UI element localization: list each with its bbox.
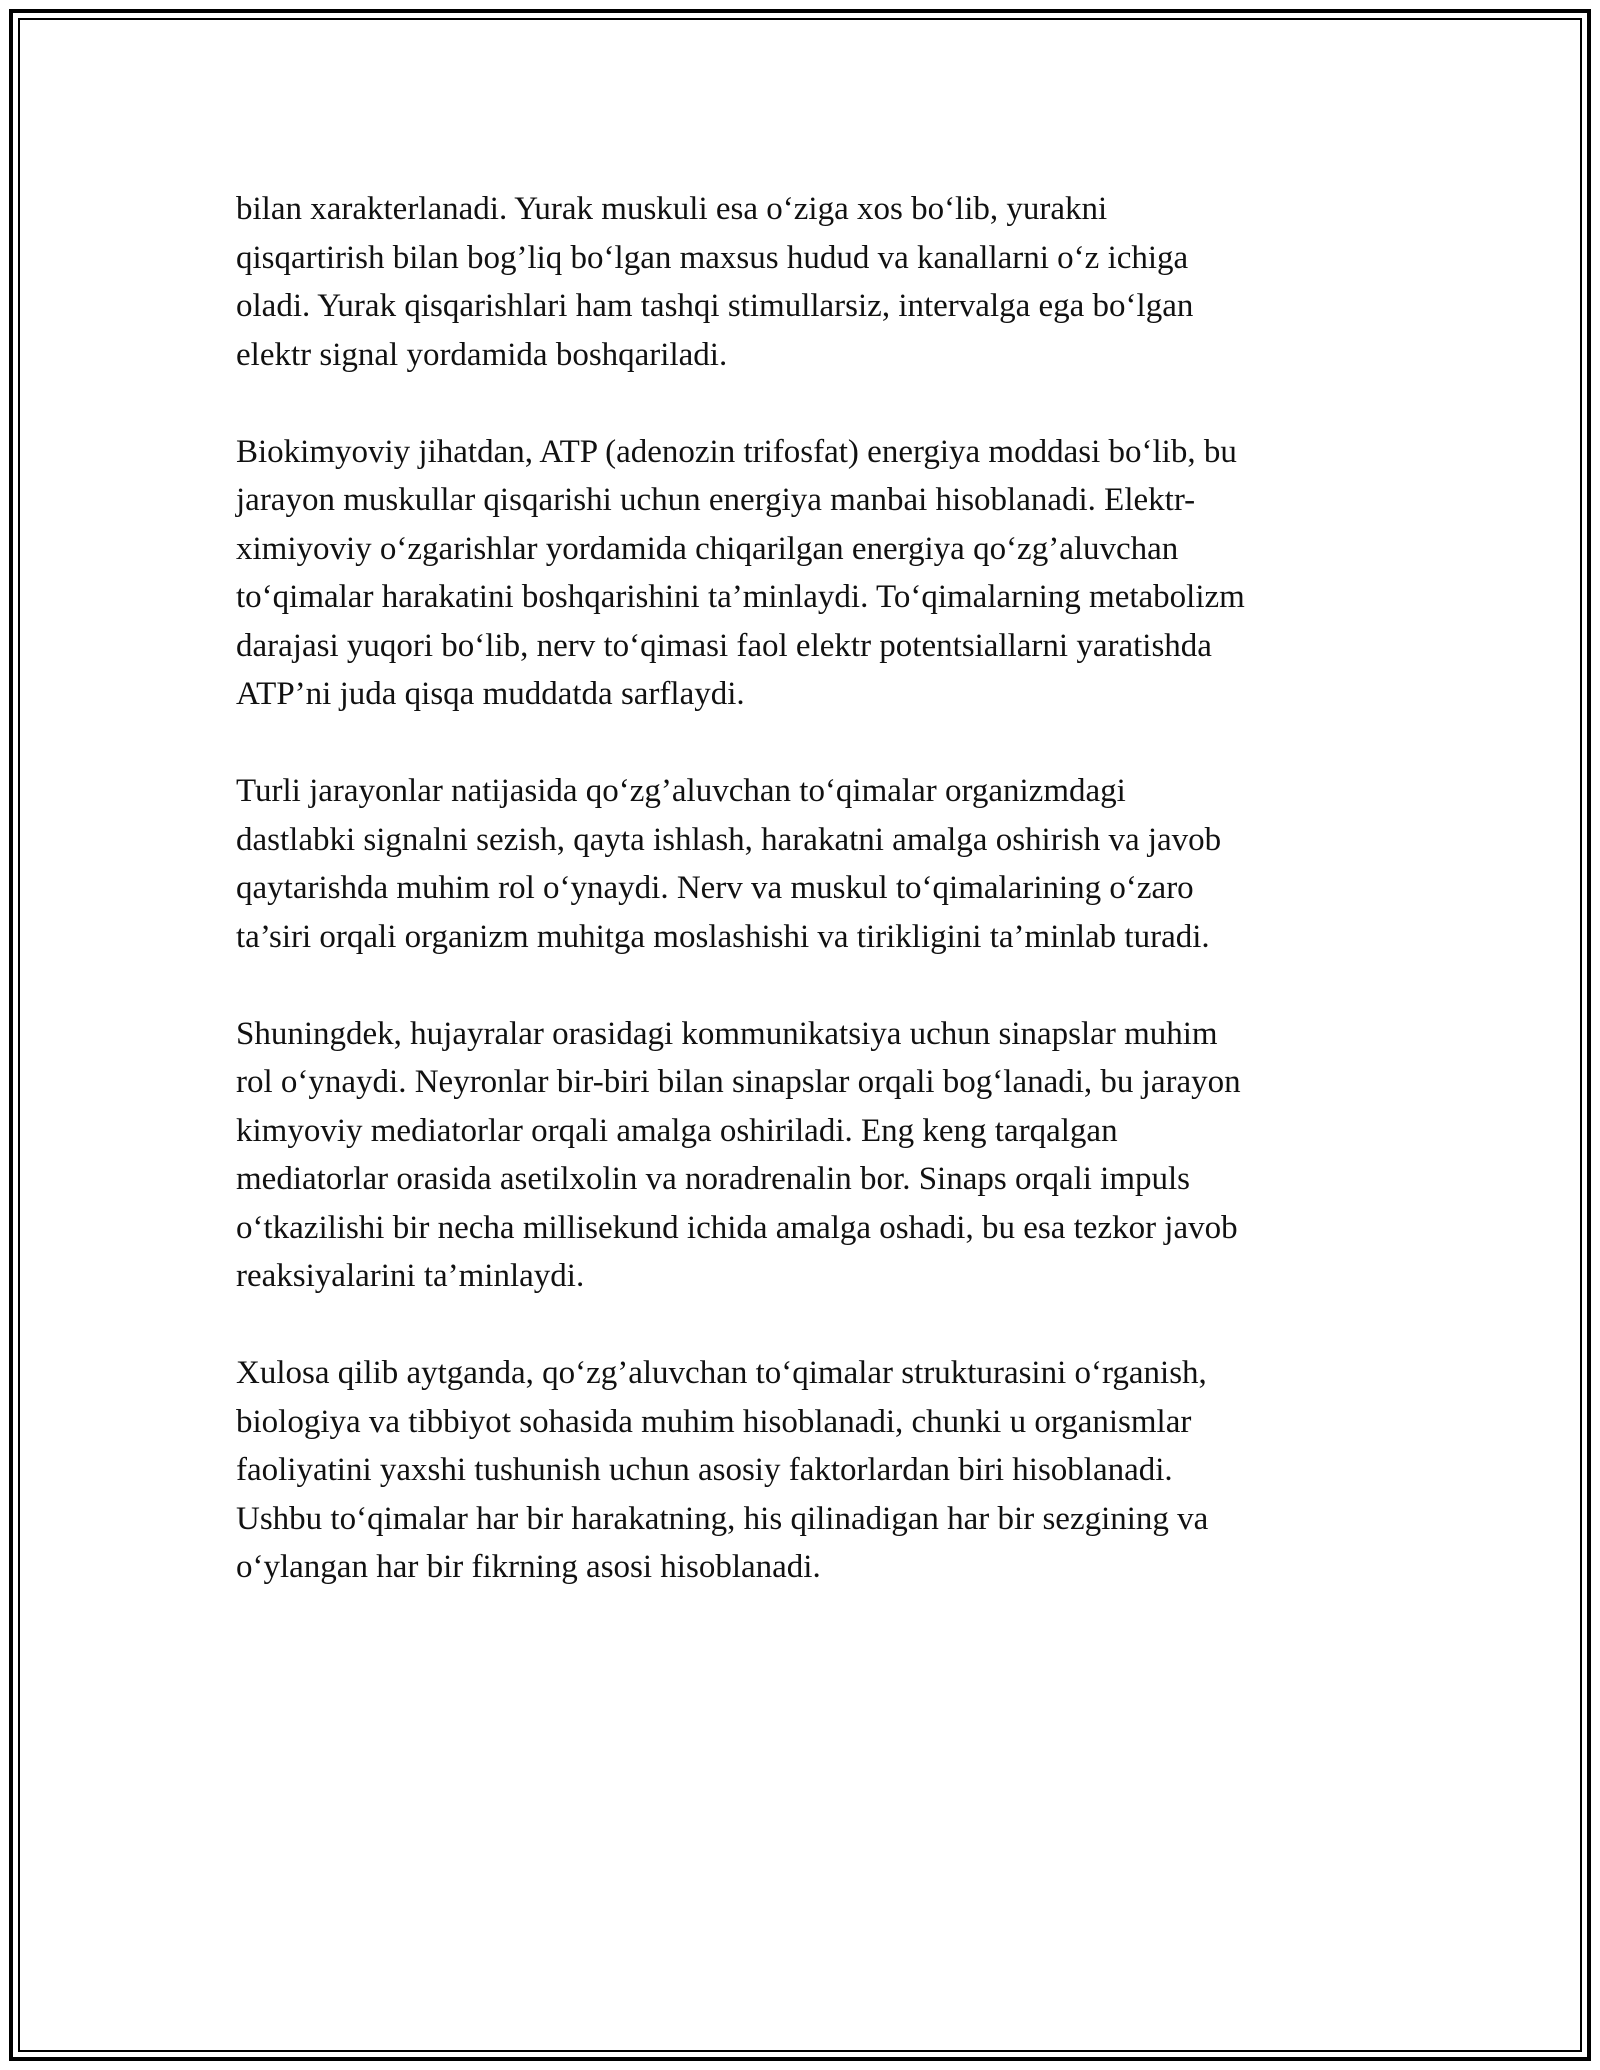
- text-line: qisqartirish bilan bog’liq bo‘lgan maxsus hudud va kanallarni o‘z ichiga: [236, 239, 1189, 276]
- text-line: o‘ylangan har bir fikrning asosi hisoblanadi.: [236, 1549, 821, 1585]
- text-line: oladi. Yurak qisqarishlari ham tashqi stimullarsiz, intervalga ega bo‘lgan: [236, 288, 1194, 324]
- text-line: Turli jarayonlar natijasida qo‘zg’aluvchan to‘qimalar organizmdagi: [236, 773, 1126, 809]
- text-line: darajasi yuqori bo‘lib, nerv to‘qimasi faol elektr potentsiallarni yaratishda: [236, 627, 1212, 664]
- text-line: bilan xarakterlanadi. Yurak muskuli esa o‘ziga xos bo‘lib, yurakni: [236, 191, 1108, 227]
- text-line: Xulosa qilib aytganda, qo‘zg’aluvchan to‘qimalar strukturasini o‘rganish,: [236, 1355, 1207, 1391]
- text-line: ximiyoviy o‘zgarishlar yordamida chiqarilgan energiya qo‘zg’aluvchan: [236, 530, 1179, 567]
- text-line: reaksiyalarini ta’minlaydi.: [236, 1258, 585, 1294]
- paragraph-processes: [236, 767, 1366, 961]
- text-line: elektr signal yordamida boshqariladi.: [236, 336, 728, 373]
- text-line: Biokimyoviy jihatdan, ATP (adenozin trifosfat) energiya moddasi bo‘lib, bu: [236, 433, 1237, 470]
- paragraph-heart-muscle: [236, 185, 1366, 379]
- text-line: kimyoviy mediatorlar orqali amalga oshiriladi. Eng keng tarqalgan: [236, 1112, 1118, 1149]
- text-line: ta’siri orqali organizm muhitga moslashishi va tirikligini ta’minlab turadi.: [236, 918, 1210, 955]
- paragraph-atp: [236, 428, 1366, 719]
- paragraph-conclusion: [236, 1349, 1366, 1592]
- text-line: rol o‘ynaydi. Neyronlar bir-biri bilan sinapslar orqali bog‘lanadi, bu jarayon: [236, 1064, 1241, 1100]
- document-body: [236, 185, 1366, 1640]
- text-line: mediatorlar orasida asetilxolin va noradrenalin bor. Sinaps orqali impuls: [236, 1161, 1191, 1197]
- text-line: to‘qimalar harakatini boshqarishini ta’minlaydi. To‘qimalarning metabolizm: [236, 579, 1245, 615]
- text-line: ATP’ni juda qisqa muddatda sarflaydi.: [236, 676, 745, 712]
- text-line: faoliyatini yaxshi tushunish uchun asosiy faktorlardan biri hisoblanadi.: [236, 1452, 1173, 1488]
- text-line: dastlabki signalni sezish, qayta ishlash, harakatni amalga oshirish va javob: [236, 821, 1222, 858]
- paragraph-synapses: [236, 1010, 1366, 1301]
- text-line: Ushbu to‘qimalar har bir harakatning, his qilinadigan har bir sezgining va: [236, 1500, 1209, 1537]
- text-line: qaytarishda muhim rol o‘ynaydi. Nerv va muskul to‘qimalarining o‘zaro: [236, 870, 1194, 906]
- text-line: Shuningdek, hujayralar orasidagi kommunikatsiya uchun sinapslar muhim: [236, 1015, 1218, 1052]
- text-line: biologiya va tibbiyot sohasida muhim hisoblanadi, chunki u organismlar: [236, 1403, 1192, 1440]
- text-line: o‘tkazilishi bir necha millisekund ichida amalga oshadi, bu esa tezkor javob: [236, 1209, 1238, 1246]
- text-line: jarayon muskullar qisqarishi uchun energiya manbai hisoblanadi. Elektr-: [236, 482, 1196, 518]
